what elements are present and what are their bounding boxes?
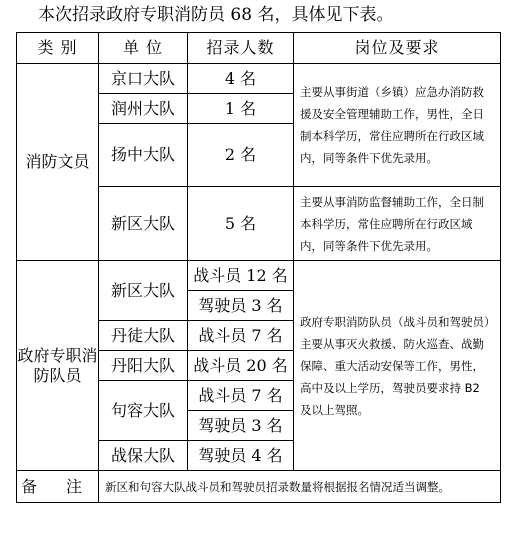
category-firefighters: 政府专职消防队员 <box>17 261 99 471</box>
requirement-firefighters: 政府专职消防队员（战斗员和驾驶员）主要从事灭火救援、防火巡查、战勤保障、重大活动安保等工作，男性，高中及以上学历，驾驶员要求持 B2 及以上驾照。 <box>294 261 501 471</box>
intro-text: 本次招录政府专职消防员 68 名，具体见下表。 <box>38 5 394 25</box>
unit-cell: 润州大队 <box>99 94 188 124</box>
quota-cell: 战斗员 12 名 <box>188 261 294 291</box>
table-row <box>17 261 501 291</box>
header-category: 类 别 <box>17 33 99 64</box>
unit-cell: 丹徒大队 <box>99 321 188 351</box>
quota-cell: 战斗员 20 名 <box>188 351 294 381</box>
note-label: 备 注 <box>17 471 99 503</box>
quota-cell: 驾驶员 3 名 <box>188 291 294 321</box>
quota-cell: 4 名 <box>188 64 294 94</box>
note-row <box>17 471 501 503</box>
header-unit: 单 位 <box>99 33 188 64</box>
quota-cell: 1 名 <box>188 94 294 124</box>
quota-cell: 战斗员 7 名 <box>188 321 294 351</box>
table-row <box>17 64 501 94</box>
unit-cell: 新区大队 <box>99 187 188 261</box>
recruitment-table <box>16 32 501 503</box>
category-civil: 消防文员 <box>17 64 99 261</box>
unit-cell: 丹阳大队 <box>99 351 188 381</box>
unit-cell: 新区大队 <box>99 261 188 321</box>
unit-cell: 句容大队 <box>99 381 188 441</box>
table-header-row <box>17 33 501 64</box>
quota-cell: 驾驶员 3 名 <box>188 411 294 441</box>
header-requirements: 岗位及要求 <box>294 33 501 64</box>
quota-cell: 战斗员 7 名 <box>188 381 294 411</box>
quota-cell: 5 名 <box>188 187 294 261</box>
quota-cell: 2 名 <box>188 124 294 187</box>
header-quota: 招录人数 <box>188 33 294 64</box>
quota-cell: 驾驶员 4 名 <box>188 441 294 471</box>
note-text: 新区和句容大队战斗员和驾驶员招录数量将根据报名情况适当调整。 <box>99 471 501 503</box>
unit-cell: 战保大队 <box>99 441 188 471</box>
unit-cell: 京口大队 <box>99 64 188 94</box>
requirement-civil-b: 主要从事消防监督辅助工作，全日制本科学历，常住应聘所在行政区域内，同等条件下优先录用。 <box>294 187 501 261</box>
unit-cell: 扬中大队 <box>99 124 188 187</box>
requirement-civil-a: 主要从事街道（乡镇）应急办消防救援及安全管理辅助工作，男性，全日制本科学历，常住应聘所在行政区域内，同等条件下优先录用。 <box>294 64 501 187</box>
